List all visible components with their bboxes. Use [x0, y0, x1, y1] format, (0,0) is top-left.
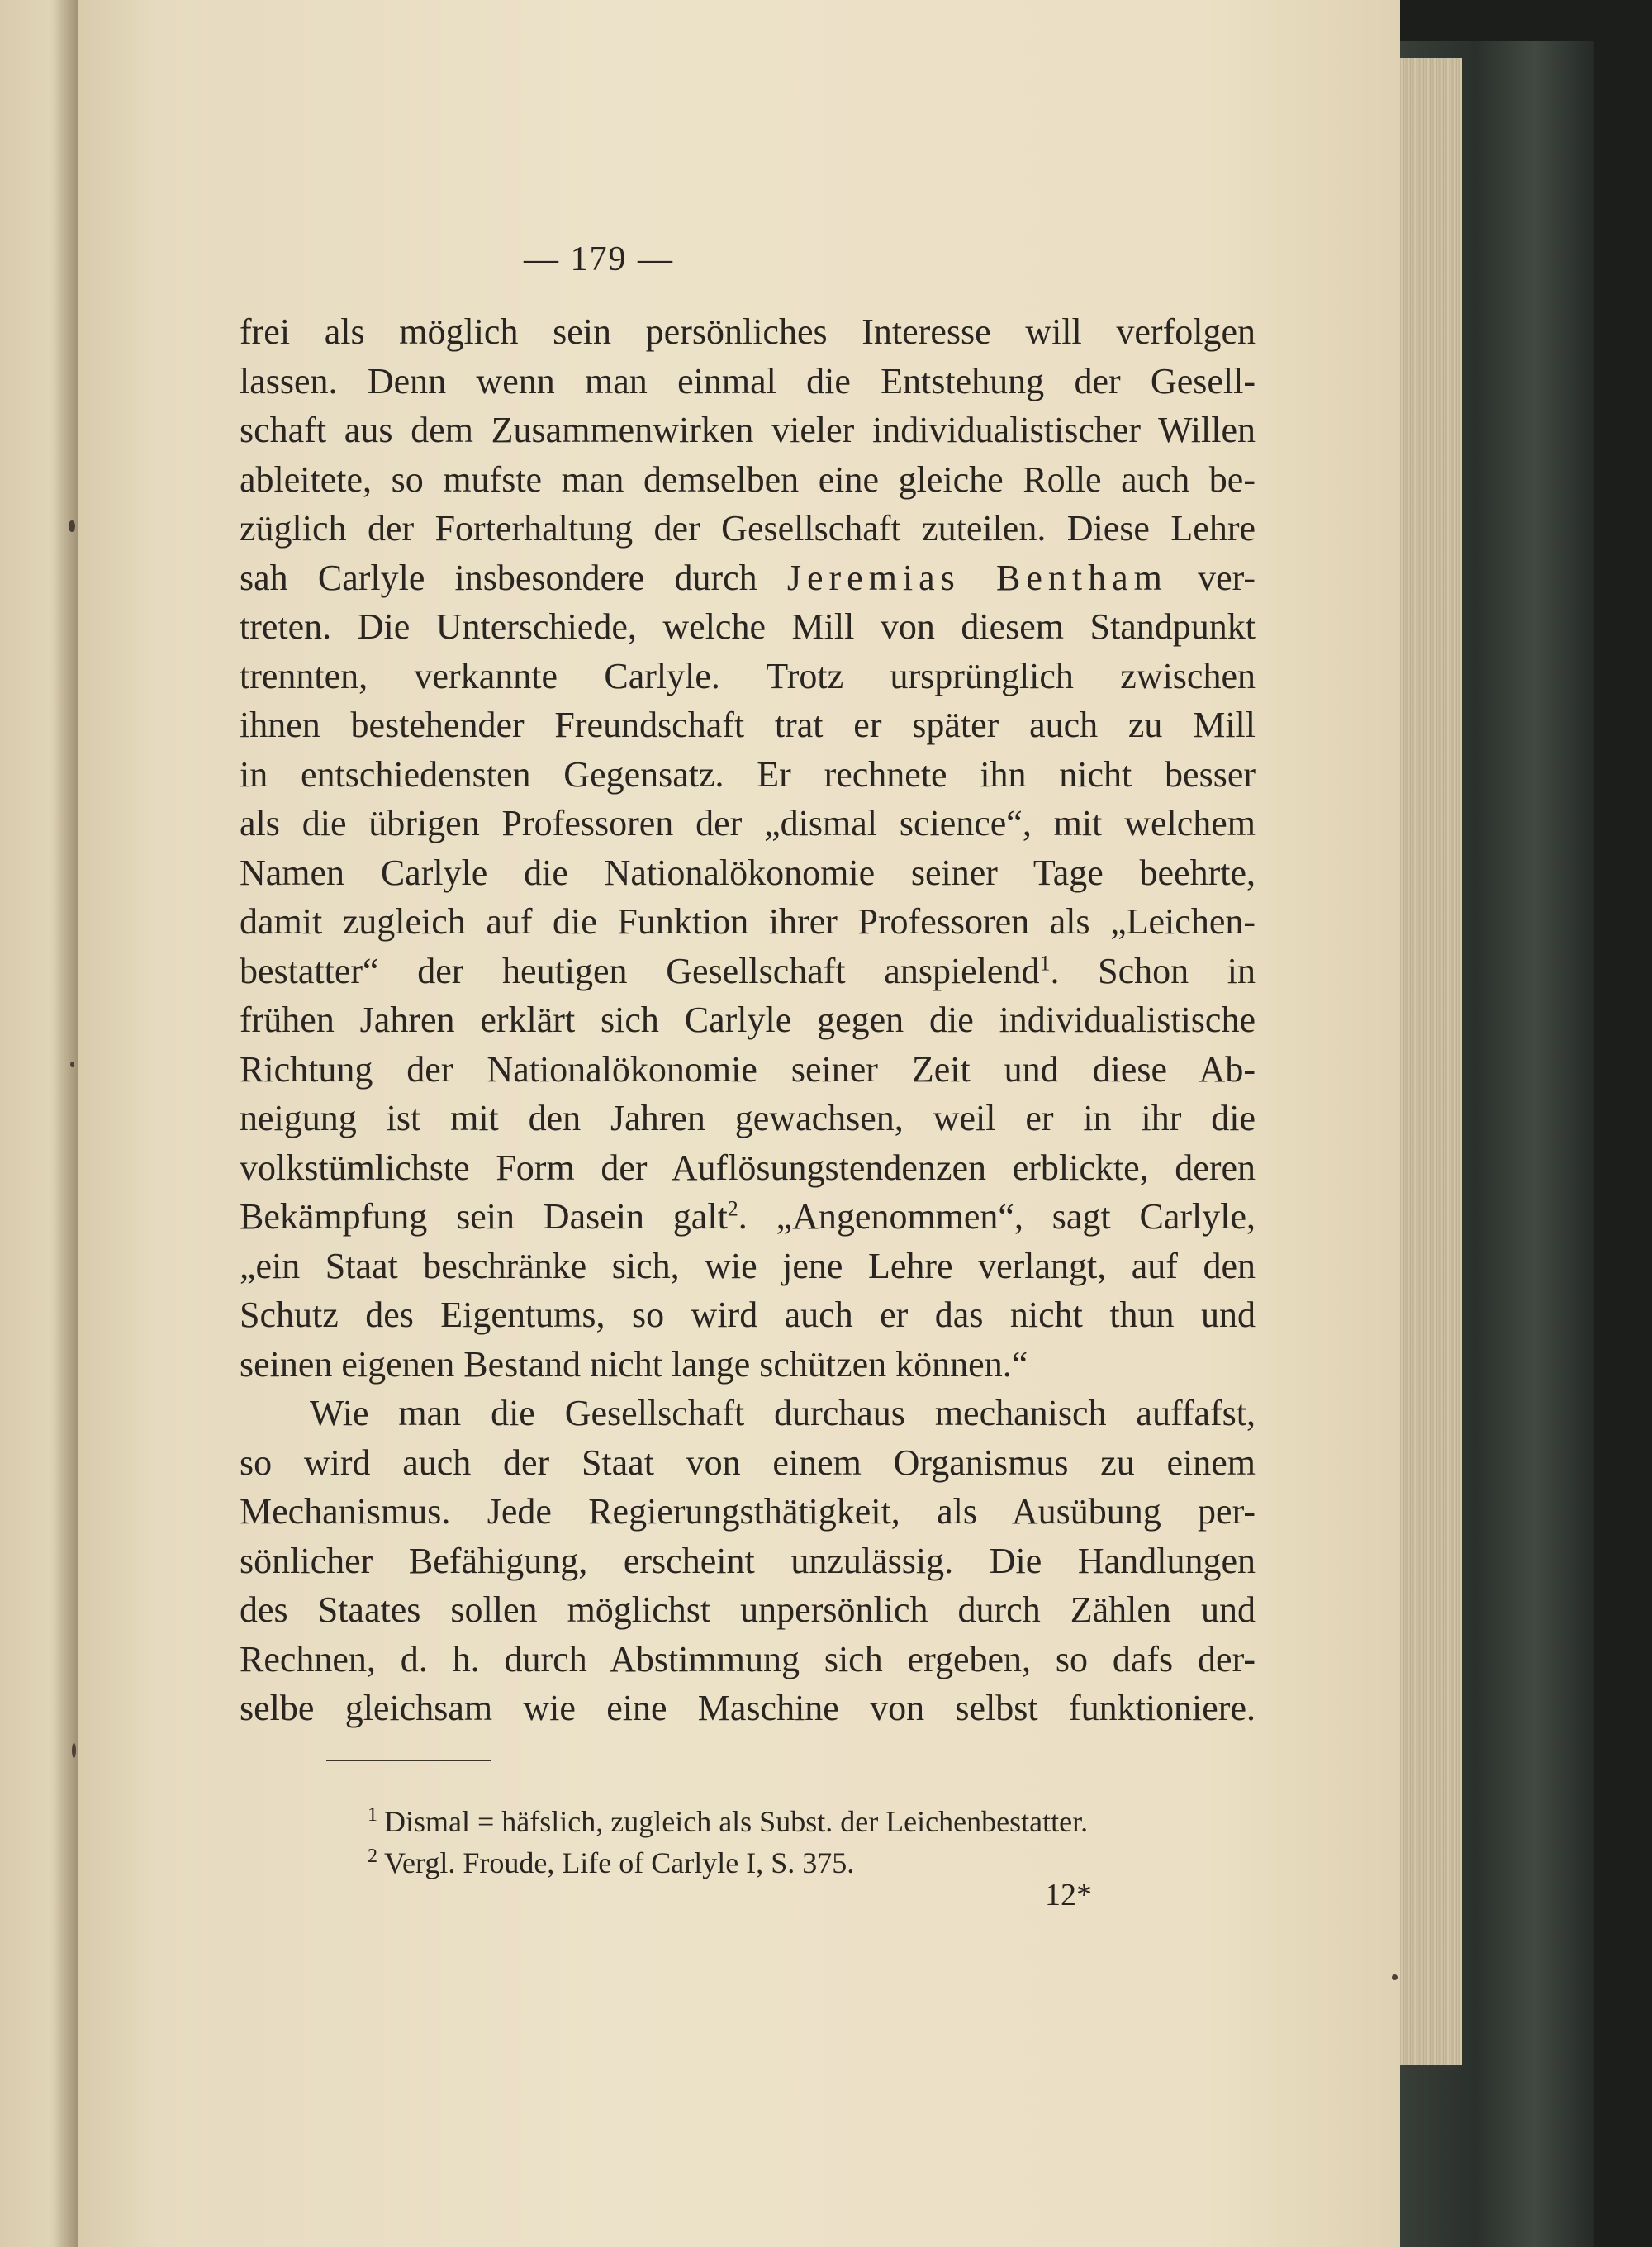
- text-line: ihnen bestehender Freundschaft trat er später auch zu Mill: [240, 705, 1256, 745]
- text-line: trennten, verkannte Carlyle. Trotz ursprünglich zwischen: [240, 655, 1256, 696]
- text-line: sönlicher Befähigung, erscheint unzulässig. Die Handlungen: [240, 1540, 1256, 1581]
- text-line: selbe gleichsam wie eine Maschine von selbst funktioniere.: [240, 1688, 1256, 1728]
- text-line: neigung ist mit den Jahren gewachsen, weil er in ihr die: [240, 1098, 1256, 1138]
- text-line: frühen Jahren erklärt sich Carlyle gegen die individualistische: [240, 1000, 1256, 1040]
- text-line: seinen eigenen Bestand nicht lange schützen können.“: [240, 1343, 1028, 1385]
- text-line: Richtung der Nationalökonomie seiner Zeit und diese Ab-: [240, 1048, 1256, 1090]
- text-line: volkstümlichste Form der Auflösungstendenzen erblickte, deren: [240, 1147, 1256, 1188]
- text-line: frei als möglich sein persönliches Interesse will verfolgen: [240, 311, 1256, 352]
- page-number: — 179 —: [524, 240, 674, 278]
- text-segment: ver-: [1198, 557, 1256, 598]
- text-segment: . „Angenommen“, sagt Carlyle,: [738, 1196, 1256, 1237]
- text-line: als die übrigen Professoren der „dismal science“, mit welchem: [240, 803, 1256, 843]
- book-page: [78, 0, 1400, 2247]
- footnote-text: Dismal = häfslich, zugleich als Subst. der Leichenbestatter.: [384, 1805, 1089, 1838]
- text-line: „ein Staat beschränke sich, wie jene Lehre verlangt, auf den: [240, 1245, 1256, 1286]
- footnote-reference-1: 1: [1039, 950, 1051, 975]
- footnote-mark: 2: [368, 1846, 377, 1867]
- signature-mark: 12*: [1045, 1878, 1092, 1912]
- footnote-2: [368, 1842, 1276, 1884]
- text-line: treten. Die Unterschiede, welche Mill von diesem Standpunkt: [240, 606, 1256, 647]
- spaced-name-jeremias-bentham: Jeremias Bentham: [786, 557, 1168, 598]
- ink-speck: [1392, 1974, 1398, 1980]
- text-line: Schutz des Eigentums, so wird auch er das nicht thun und: [240, 1295, 1256, 1335]
- footnote-divider: [326, 1760, 491, 1761]
- text-line: des Staates sollen möglichst unpersönlich durch Zählen und: [240, 1589, 1256, 1630]
- text-segment: sah Carlyle insbesondere durch: [240, 557, 757, 598]
- text-line: Wie man die Gesellschaft durchaus mechanisch auffafst,: [310, 1393, 1256, 1433]
- footnote-1: [368, 1801, 1276, 1842]
- footnote-mark: 1: [368, 1804, 377, 1826]
- text-line: damit zugleich auf die Funktion ihrer Professoren als „Leichen-: [240, 901, 1256, 942]
- text-line: [240, 947, 1256, 996]
- text-line: ableitete, so mufste man demselben eine gleiche Rolle auch be-: [240, 458, 1256, 500]
- body-text: [240, 307, 1256, 1733]
- text-line: züglich der Forterhaltung der Gesellschaft zuteilen. Diese Lehre: [240, 508, 1256, 549]
- text-line: schaft aus dem Zusammenwirken vieler individualistischer Willen: [240, 410, 1256, 450]
- ink-speck: [69, 520, 75, 532]
- text-line: Mechanismus. Jede Regierungsthätigkeit, als Ausübung per-: [240, 1491, 1256, 1532]
- text-line: [240, 1192, 1256, 1242]
- text-line: so wird auch der Staat von einem Organismus zu einem: [240, 1442, 1256, 1483]
- text-line: lassen. Denn wenn man einmal die Entstehung der Gesell-: [240, 360, 1256, 401]
- text-segment: . Schon in: [1050, 950, 1256, 991]
- text-segment: bestatter“ der heutigen Gesellschaft anspielend: [240, 950, 1040, 991]
- footnote-text: Vergl. Froude, Life of Carlyle I, S. 375.: [384, 1846, 855, 1879]
- text-segment: Bekämpfung sein Dasein galt: [240, 1196, 728, 1237]
- text-line: in entschiedensten Gegensatz. Er rechnete ihn nicht besser: [240, 753, 1256, 795]
- text-line: Namen Carlyle die Nationalökonomie seiner Tage beehrte,: [240, 852, 1256, 893]
- text-line: Rechnen, d. h. durch Abstimmung sich ergeben, so dafs der-: [240, 1638, 1256, 1679]
- text-line: [240, 553, 1256, 603]
- ink-speck: [70, 1062, 74, 1067]
- ink-speck: [72, 1743, 76, 1758]
- footnote-reference-2: 2: [727, 1196, 738, 1221]
- footnotes: [368, 1801, 1276, 1884]
